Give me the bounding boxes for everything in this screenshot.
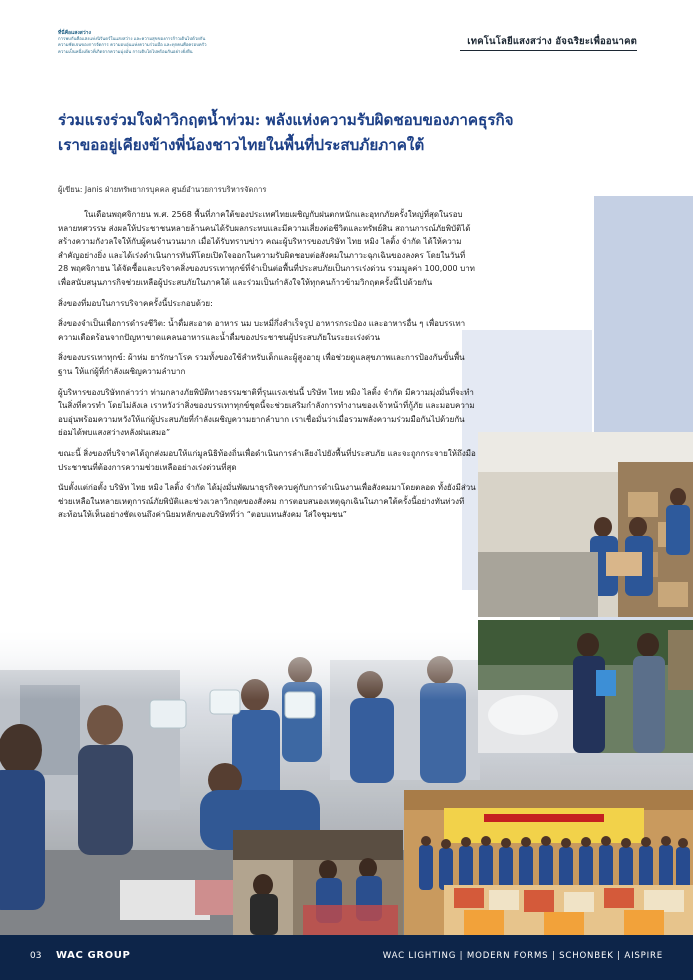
article-paragraph: สิ่งของบรรเทาทุกข์: ผ้าห่ม ยารักษาโรค รวมทั้งของใช้สำหรับเด็กและผู้สูงอายุ เพื่อช่วยดูแลสุขภาพและการป้องกันขั้นพื้นฐาน ให้แก่ผู้ที่กำลังเผชิญความลำบาก [58,353,465,376]
photo-warehouse-handover [478,432,693,617]
article-paragraph: ในเดือนพฤศจิกายน พ.ศ. 2568 พื้นที่ภาคใต้ของประเทศไทยเผชิญกับฝนตกหนักและอุทกภัยครั้งใหญ่ที่สุดในรอบหลายทศวรรษ ส่งผลให้ประชาชนหลายล้านคนได้รับผลกระทบและมีความเสี่ยงต่อชีวิตและทรัพย์สิน สถานการณ์ภัยพิบัติได้สร้างความกังวลใจให้กับผู้คนจำนวนมาก เมื่อได้รับทราบข่าว คณะผู้บริหารของบริษัท ไทย หมิง ไลติ้ง จำกัด ได้ให้ความสำคัญอย่างยิ่ง และได้เร่งดำเนินการทันทีโดยเปิดใจออกในความรับผิดชอบต่อสังคมในภาวะฉุกเฉินของลงคร โดยในวันที่ 28 พฤศจิกายน ได้จัดซื้อและบริจาคสิ่งของบรรเทาทุกข์ที่จำเป็นต่อพื้นที่ประสบภัยเป็นการเร่งด่วน รวมมูลค่า 100,000 บาท เพื่อสนับสนุนภารกิจช่วยเหลือผู้ประสบภัยในภาคใต้ และร่วมเป็นกำลังใจให้ทุกคนก้าวข้ามวิกฤตครั้งนี้ไปด้วยกัน [58,210,475,287]
article-body [58,208,476,529]
header-tagline: ความชัดเจนของการจัดการ ความอบอุ่นแห่งความร่วมมือ และทุกคนคือครอบครัว [58,43,207,49]
article-paragraph: ขณะนี้ สิ่งของที่บริจาคได้ถูกส่งมอบให้แก่มูลนิธิท้องถิ่นเพื่อดำเนินการลำเลียงไปยังพื้นที่ประสบภัย และจะถูกกระจายให้ถึงมือประชาชนที่ต้องการความช่วยเหลืออย่างเร่งด่วนที่สุด [58,448,476,472]
footer-brand-list: WAC LIGHTING | MODERN FORMS | SCHONBEK | AISPIRE [382,951,663,961]
header-divider [460,50,637,51]
article-title [58,108,633,158]
article-byline: ผู้เขียน: Janis ฝ่ายทรัพยากรบุคคล ศูนย์อำนวยการบริหารจัดการ [58,185,267,194]
article-paragraph: สิ่งของจำเป็นเพื่อการดำรงชีวิต: น้ำดื่มสะอาด อาหาร นม บะหมี่กึ่งสำเร็จรูป อาหารกระป๋อง และอาหารอื่น ๆ เพื่อบรรเทาความเดือดร้อนจากปัญหาขาดแคลนอาหารและน้ำดื่มของประชาชนผู้ประสบภัยในระยะเร่งด่วน [58,319,466,342]
header-taglines [58,30,328,56]
article-paragraph: นับตั้งแต่ก่อตั้ง บริษัท ไทย หมิง ไลติ้ง จำกัด ได้มุ่งมั่นพัฒนาธุรกิจควบคู่กับการดำเนินงานเพื่อสังคมมาโดยตลอด ทั้งยังมีส่วนช่วยเหลือในหลายเหตุการณ์ภัยพิบัติและช่วงเวลาวิกฤตของสังคม การตอบสนองเหตุฉุกเฉินในภาคใต้ครั้งนี้อย่างทันท่วงที สะท้อนให้เห็นอย่างชัดเจนถึงค่านิยมหลักของบริษัทที่ว่า “ตอบแทนสังคม ใส่ใจชุมชน” [58,483,476,520]
page-number: 03 [30,951,42,961]
photo-donation-handover [478,620,693,753]
header-tagline: การพบกันคือแสงแห่งนิรันดร์ในแสงสว่าง และความสุขของการก้าวเดินไปด้วยกัน [58,36,206,42]
article-paragraph: ผู้บริหารของบริษัทกล่าวว่า ท่ามกลางภัยพิบัติทางธรรมชาติที่รุนแรงเช่นนี้ บริษัท ไทย หมิง ไลติ้ง จำกัด มีความมุ่งมั่นที่จะทำในสิ่งที่ควรทำ โดยไม่ลังเล เราหวังว่าสิ่งของบรรเทาทุกข์ชุดนี้จะช่วยเสริมกำลังการทำงานของเจ้าหน้าที่กู้ภัย และมอบความอบอุ่นพร้อมความหวังให้แก่ผู้ประสบภัยที่กำลังเผชิญความยากลำบาก เราเชื่อมั่นว่าเมื่อรวมพลังความร่วมมือกันไปด้วยกัน ย่อมได้พบแสงสว่างหลังฝนเสมอ” [58,387,475,438]
article-paragraph: สิ่งของที่มอบในการบริจาคครั้งนี้ประกอบด้วย: [58,298,213,308]
photo-supermarket-shopping [233,830,403,935]
photo-donation-event [404,790,693,935]
section-title: เทคโนโลยีแสงสว่าง อัจฉริยะเพื่ออนาคต [467,36,637,47]
article-title-line-2: เราขออยู่เคียงข้างพี่น้องชาวไทยในพื้นที่ประสบภัยภาคใต้ [58,136,425,154]
wac-group-logo: WAC GROUP [56,950,131,961]
text-fade-overlay [0,620,478,700]
header-tagline: ความเป็นหนึ่งเดียวที่เกิดจากความมุ่งมั่น การเติบโตไปพร้อมกันอย่างยั่งยืน [58,49,193,55]
header-tagline: ที่นี่คือแสงสว่าง [58,30,91,36]
article-title-line-1: ร่วมแรงร่วมใจฝ่าวิกฤตน้ำท่วม: พลังแห่งความรับผิดชอบของภาคธุรกิจ [58,111,514,129]
